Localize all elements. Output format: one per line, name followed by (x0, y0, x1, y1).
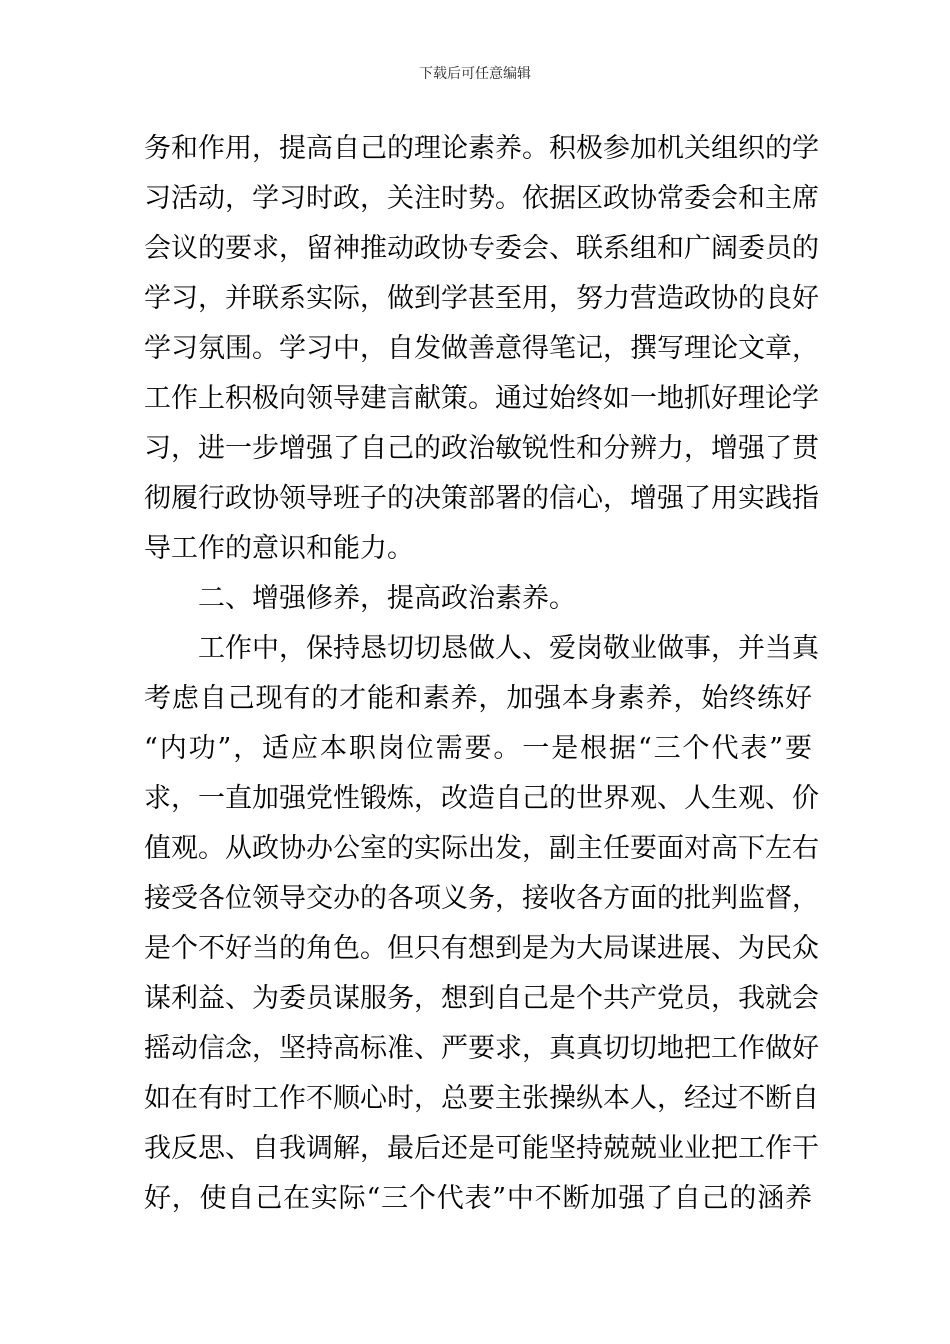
paragraph-line: 务和作用，提高自己的理论素养。积极参加机关组织的学 (144, 133, 819, 164)
paragraph-line: “内功”，适应本职岗位需要。一是根据“三个代表”要 (144, 733, 812, 764)
paragraph-line: 导工作的意识和能力。 (144, 533, 414, 564)
paragraph-line: 求，一直加强党性锻炼，改造自己的世界观、人生观、价 (144, 783, 819, 814)
paragraph-line: 谋利益、为委员谋服务，想到自己是个共产党员，我就会 (144, 983, 819, 1014)
section-heading: 二、增强修养，提高政治素养。 (198, 583, 576, 614)
paragraph-line: 值观。从政协办公室的实际出发，副主任要面对高下左右 (144, 833, 819, 864)
paragraph-line: 工作上积极向领导建言献策。通过始终如一地抓好理论学 (144, 383, 819, 414)
paragraph-line: 好，使自己在实际“三个代表”中不断加强了自己的涵养 (144, 1183, 812, 1214)
paragraph-line: 我反思、自我调解，最后还是可能坚持兢兢业业把工作干 (144, 1133, 819, 1164)
paragraph-line: 习活动，学习时政，关注时势。依据区政协常委会和主席 (144, 183, 819, 214)
paragraph-line: 接受各位领导交办的各项义务，接收各方面的批判监督， (144, 883, 819, 914)
paragraph-line: 考虑自己现有的才能和素养，加强本身素养，始终练好 (144, 683, 812, 714)
paragraph-line: 彻履行政协领导班子的决策部署的信心，增强了用实践指 (144, 483, 819, 514)
page-header: 下载后可任意编辑 (419, 66, 531, 82)
paragraph-line: 是个不好当的角色。但只有想到是为大局谋进展、为民众 (144, 933, 819, 964)
paragraph-line: 会议的要求，留神推动政协专委会、联系组和广阔委员的 (144, 233, 819, 264)
paragraph-line: 学习氛围。学习中，自发做善意得笔记，撰写理论文章， (144, 333, 819, 364)
paragraph-line: 如在有时工作不顺心时，总要主张操纵本人，经过不断自 (144, 1083, 819, 1114)
paragraph-line: 学习，并联系实际，做到学甚至用，努力营造政协的良好 (144, 283, 819, 314)
document-body (144, 124, 819, 1224)
paragraph-line: 摇动信念，坚持高标准、严要求，真真切切地把工作做好 (144, 1033, 819, 1064)
paragraph-line: 工作中，保持恳切切恳做人、爱岗敬业做事，并当真 (198, 633, 819, 664)
paragraph-line: 习，进一步增强了自己的政治敏锐性和分辨力，增强了贯 (144, 433, 819, 464)
